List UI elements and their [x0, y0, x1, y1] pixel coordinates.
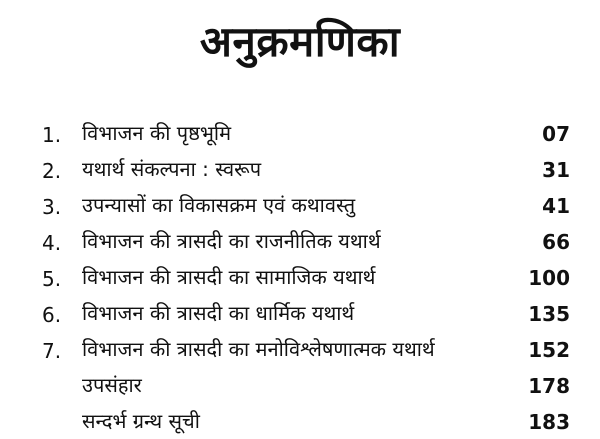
toc-chapter-title: विभाजन की पृष्ठभूमि	[82, 121, 232, 145]
toc-number: 1.	[42, 123, 62, 147]
toc-row	[0, 117, 600, 151]
toc-page-number: 31	[542, 158, 570, 182]
toc-chapter-title: उपन्यासों का विकासक्रम एवं कथावस्तु	[82, 193, 356, 217]
toc-chapter-title: विभाजन की त्रासदी का राजनीतिक यथार्थ	[82, 229, 381, 253]
toc-number: 6.	[42, 303, 62, 327]
page-title: अनुक्रमणिका	[199, 17, 401, 66]
toc-chapter-title: विभाजन की त्रासदी का सामाजिक यथार्थ	[82, 265, 376, 289]
toc-row	[0, 225, 600, 259]
toc-number: 3.	[42, 195, 62, 219]
toc-chapter-title: विभाजन की त्रासदी का मनोविश्लेषणात्मक यथार्थ	[82, 337, 435, 361]
toc-page-number: 178	[528, 374, 570, 398]
toc-number: 5.	[42, 267, 62, 291]
toc-chapter-title: उपसंहार	[82, 373, 142, 397]
toc-page-number: 07	[542, 122, 570, 146]
toc-chapter-title: यथार्थ संकल्पना : स्वरूप	[82, 157, 262, 181]
toc-chapter-title: सन्दर्भ ग्रन्थ सूची	[82, 409, 200, 433]
toc-page-number: 66	[542, 230, 570, 254]
toc-page-number: 135	[528, 302, 570, 326]
toc-number: 2.	[42, 159, 62, 183]
toc-number: 4.	[42, 231, 62, 255]
toc-page-number: 152	[528, 338, 570, 362]
toc-row	[0, 405, 600, 439]
toc-row	[0, 333, 600, 367]
toc-page-number: 183	[528, 410, 570, 434]
toc-row	[0, 153, 600, 187]
toc-page-number: 100	[528, 266, 570, 290]
toc-page-number: 41	[542, 194, 570, 218]
toc-row	[0, 369, 600, 403]
toc-row	[0, 261, 600, 295]
toc-row	[0, 297, 600, 331]
toc-number: 7.	[42, 339, 62, 363]
toc-chapter-title: विभाजन की त्रासदी का धार्मिक यथार्थ	[82, 301, 355, 325]
toc-row	[0, 189, 600, 223]
